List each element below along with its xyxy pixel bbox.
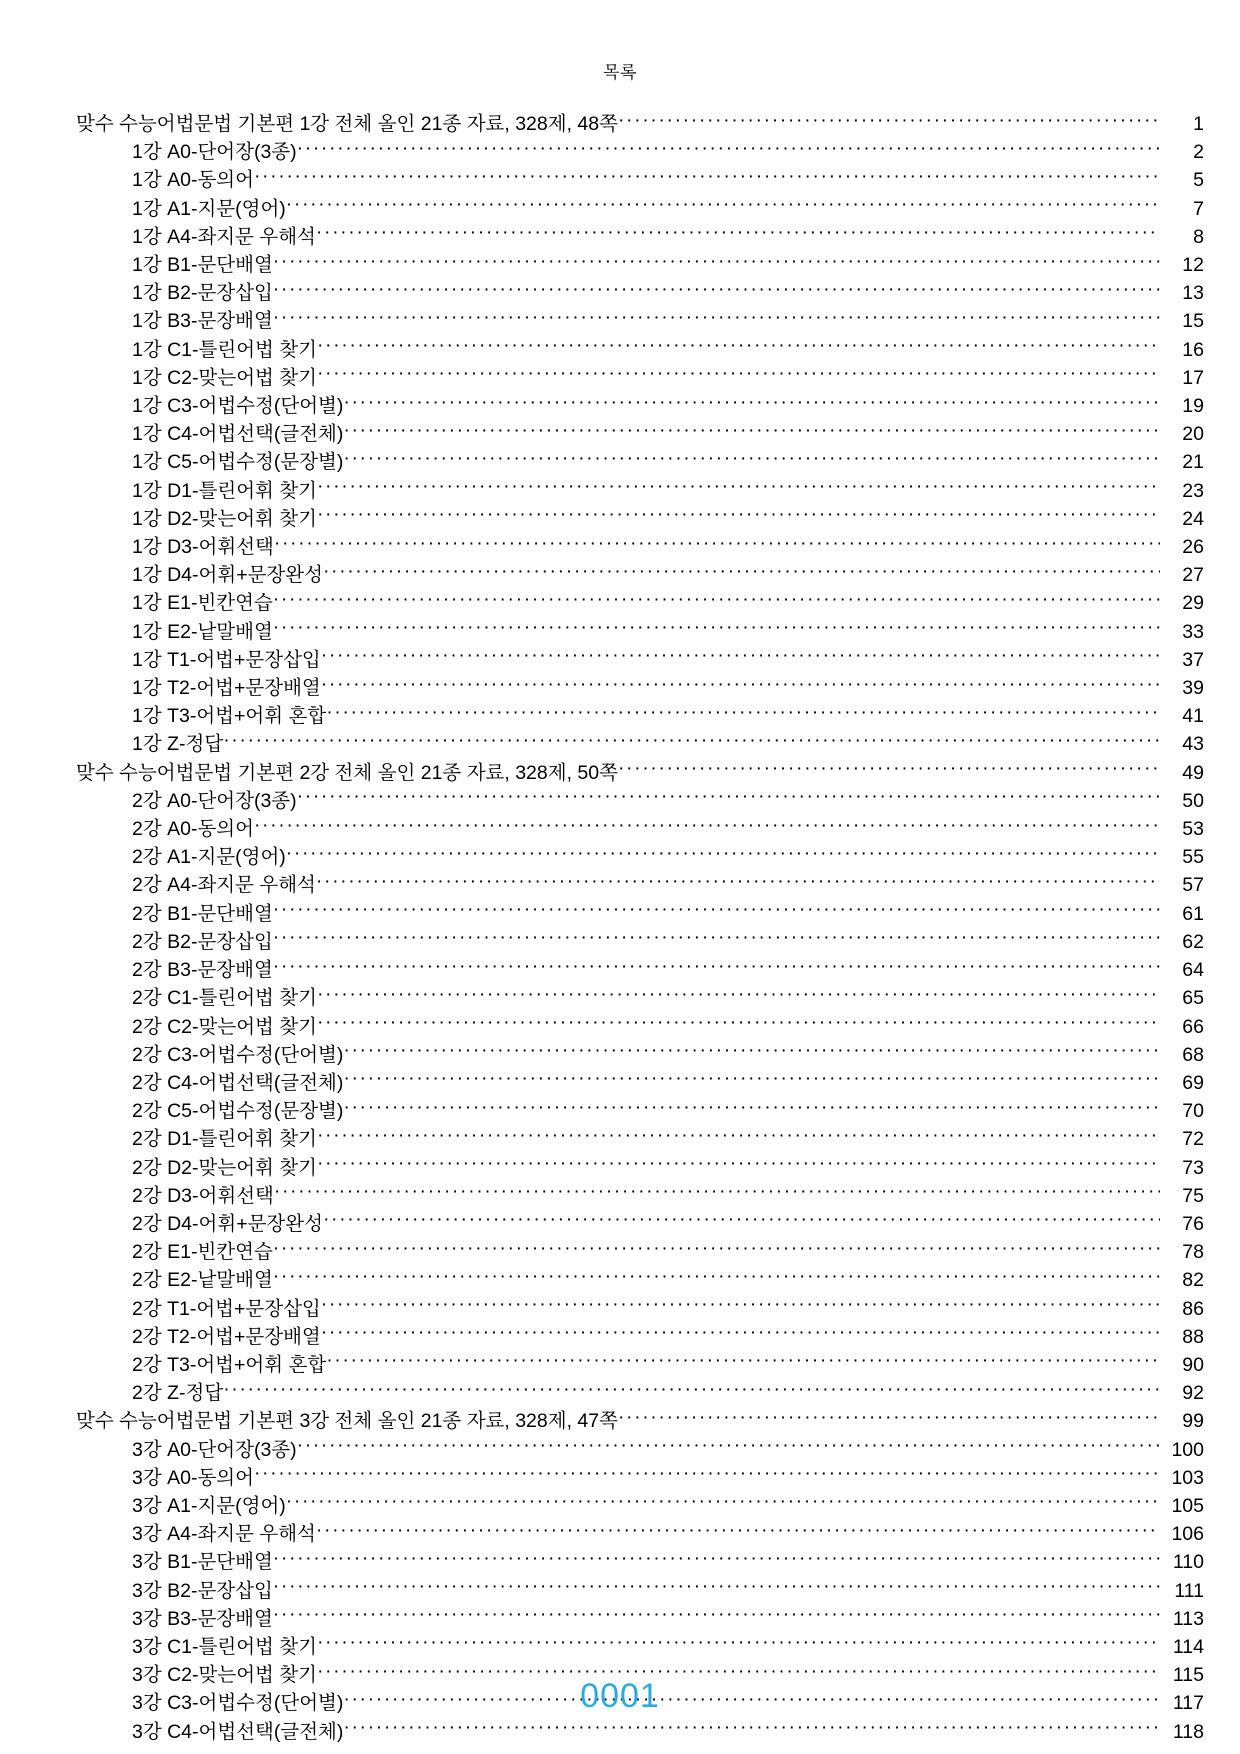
toc-leader-dots (317, 1633, 1160, 1653)
toc-entry-page-number: 106 (1171, 1523, 1204, 1546)
toc-entry-row[interactable] (76, 928, 1204, 956)
toc-entry-row[interactable] (76, 477, 1204, 505)
toc-entry-label: 1강 T3-어법+어휘 혼합 (132, 705, 327, 728)
toc-entry-page-number: 61 (1182, 902, 1204, 925)
toc-leader-dots (273, 1605, 1160, 1625)
toc-entry-row[interactable] (76, 984, 1204, 1012)
toc-entry-page-number: 7 (1193, 197, 1204, 220)
toc-entry-page-number: 115 (1172, 1664, 1204, 1687)
toc-entry-page-number: 68 (1182, 1043, 1204, 1066)
toc-entry-label: 2강 T2-어법+문장배열 (132, 1325, 321, 1348)
toc-entry-label: 1강 A4-좌지문 우해석 (132, 225, 316, 248)
toc-entry-row[interactable] (76, 1605, 1204, 1633)
toc-leader-dots (316, 1521, 1160, 1541)
toc-entry-label: 1강 A0-단어장(3종) (132, 141, 297, 164)
toc-entry-row[interactable] (76, 787, 1204, 815)
toc-entry-label: 3강 A4-좌지문 우해석 (132, 1523, 316, 1546)
toc-leader-dots (273, 308, 1160, 328)
toc-entry-row[interactable] (76, 1069, 1204, 1097)
toc-entry-row[interactable] (76, 702, 1204, 730)
toc-leader-dots (343, 421, 1160, 441)
toc-entry-page-number: 64 (1182, 959, 1204, 982)
toc-entry-page-number: 39 (1182, 677, 1204, 700)
toc-entry-label: 2강 C1-틀린어법 찾기 (132, 987, 317, 1010)
toc-entry-row[interactable] (76, 1379, 1204, 1407)
toc-leader-dots (297, 787, 1160, 807)
toc-entry-page-number: 57 (1182, 874, 1204, 897)
toc-leader-dots (321, 1323, 1160, 1343)
toc-entry-row[interactable] (76, 251, 1204, 279)
toc-entry-page-number: 72 (1182, 1128, 1204, 1151)
toc-entry-label: 2강 E2-낱말배열 (132, 1269, 273, 1292)
toc-entry-page-number: 88 (1182, 1325, 1204, 1348)
toc-entry-row[interactable] (76, 392, 1204, 420)
toc-entry-label: 2강 A1-지문(영어) (132, 846, 286, 869)
toc-chapter-row[interactable] (76, 110, 1204, 138)
toc-leader-dots (223, 731, 1160, 751)
toc-entry-page-number: 5 (1193, 169, 1204, 192)
toc-entry-row[interactable] (76, 279, 1204, 307)
toc-leader-dots (297, 1436, 1160, 1456)
toc-entry-row[interactable] (76, 223, 1204, 251)
page-title: 목록 (603, 63, 637, 82)
toc-entry-label: 1강 D4-어휘+문장완성 (132, 564, 323, 587)
toc-entry-page-number: 111 (1174, 1579, 1204, 1602)
toc-leader-dots (343, 1098, 1160, 1118)
toc-leader-dots (343, 1718, 1160, 1738)
toc-entry-page-number: 78 (1182, 1241, 1204, 1264)
toc-entry-page-number: 19 (1182, 395, 1204, 418)
toc-entry-label: 2강 C2-맞는어법 찾기 (132, 1015, 317, 1038)
toc-leader-dots (326, 703, 1160, 723)
toc-entry-page-number: 29 (1182, 592, 1204, 615)
toc-entry-label: 맞수 수능어법문법 기본편 2강 전체 올인 21종 자료, 328제, 50쪽 (76, 761, 618, 784)
toc-entry-label: 2강 E1-빈칸연습 (132, 1241, 273, 1264)
toc-leader-dots (273, 1239, 1160, 1259)
toc-entry-label: 2강 C3-어법수정(단어별) (132, 1043, 344, 1066)
toc-entry-label: 2강 B1-문단배열 (132, 902, 273, 925)
toc-leader-dots (317, 985, 1160, 1005)
toc-leader-dots (286, 844, 1160, 864)
toc-entry-row[interactable] (76, 505, 1204, 533)
toc-entry-row[interactable] (76, 336, 1204, 364)
toc-entry-page-number: 105 (1171, 1494, 1204, 1517)
toc-entry-row[interactable] (76, 1520, 1204, 1548)
toc-leader-dots (223, 1380, 1160, 1400)
toc-entry-row[interactable] (76, 674, 1204, 702)
toc-leader-dots (273, 618, 1160, 638)
toc-entry-label: 1강 E2-낱말배열 (132, 620, 273, 643)
toc-entry-page-number: 92 (1182, 1382, 1204, 1405)
toc-entry-label: 1강 D2-맞는어휘 찾기 (132, 507, 317, 530)
toc-entry-row[interactable] (76, 138, 1204, 166)
toc-entry-label: 1강 C5-어법수정(문장별) (132, 451, 344, 474)
toc-entry-label: 1강 T2-어법+문장배열 (132, 677, 321, 700)
toc-entry-row[interactable] (76, 1718, 1204, 1746)
toc-chapter-row[interactable] (76, 759, 1204, 787)
toc-entry-label: 1강 C4-어법선택(글전체) (132, 423, 344, 446)
toc-entry-page-number: 100 (1171, 1438, 1204, 1461)
toc-entry-page-number: 103 (1171, 1466, 1204, 1489)
toc-entry-label: 1강 B2-문장삽입 (132, 282, 273, 305)
toc-entry-page-number: 33 (1182, 620, 1204, 643)
toc-entry-label: 1강 A0-동의어 (132, 169, 254, 192)
toc-leader-dots (323, 1210, 1160, 1230)
toc-entry-page-number: 1 (1193, 113, 1204, 135)
toc-entry-label: 3강 C3-어법수정(단어별) (132, 1692, 344, 1715)
toc-leader-dots (317, 364, 1160, 384)
toc-entry-label: 3강 A0-동의어 (132, 1466, 254, 1489)
toc-entry-label: 3강 B1-문단배열 (132, 1551, 273, 1574)
toc-entry-page-number: 13 (1182, 282, 1204, 305)
toc-entry-row[interactable] (76, 1295, 1204, 1323)
toc-leader-dots (343, 1069, 1160, 1089)
toc-entry-page-number: 99 (1182, 1410, 1204, 1433)
toc-entry-page-number: 23 (1182, 479, 1204, 502)
toc-entry-row[interactable] (76, 1464, 1204, 1492)
toc-entry-page-number: 20 (1182, 423, 1204, 446)
toc-entry-label: 1강 E1-빈칸연습 (132, 592, 273, 615)
toc-entry-label: 2강 Z-정답 (132, 1382, 224, 1405)
toc-entry-label: 1강 C3-어법수정(단어별) (132, 395, 344, 418)
toc-entry-page-number: 17 (1182, 366, 1204, 389)
toc-entry-label: 1강 C1-틀린어법 찾기 (132, 338, 317, 361)
toc-entry-row[interactable] (76, 1154, 1204, 1182)
toc-entry-label: 2강 D1-틀린어휘 찾기 (132, 1128, 317, 1151)
toc-leader-dots (317, 336, 1160, 356)
toc-entry-row[interactable] (76, 1323, 1204, 1351)
toc-leader-dots (273, 1267, 1160, 1287)
toc-entry-label: 2강 A0-단어장(3종) (132, 789, 297, 812)
toc-chapter-row[interactable] (76, 1407, 1204, 1435)
toc-entry-label: 1강 C2-맞는어법 찾기 (132, 366, 317, 389)
toc-entry-page-number: 24 (1182, 507, 1204, 530)
toc-entry-page-number: 65 (1182, 987, 1204, 1010)
toc-entry-row[interactable] (76, 1125, 1204, 1153)
toc-entry-page-number: 73 (1182, 1156, 1204, 1179)
toc-entry-row[interactable] (76, 1238, 1204, 1266)
toc-entry-page-number: 43 (1182, 733, 1204, 756)
toc-entry-row[interactable] (76, 1041, 1204, 1069)
toc-leader-dots (273, 590, 1160, 610)
toc-leader-dots (321, 1295, 1160, 1315)
toc-entry-page-number: 50 (1182, 789, 1204, 812)
toc-entry-label: 3강 A0-단어장(3종) (132, 1438, 297, 1461)
toc-entry-label: 2강 B2-문장삽입 (132, 930, 273, 953)
toc-leader-dots (254, 167, 1160, 187)
toc-entry-label: 2강 C4-어법선택(글전체) (132, 1071, 344, 1094)
toc-entry-label: 2강 B3-문장배열 (132, 959, 273, 982)
toc-entry-page-number: 66 (1182, 1015, 1204, 1038)
toc-entry-row[interactable] (76, 533, 1204, 561)
toc-entry-label: 1강 B3-문장배열 (132, 310, 273, 333)
toc-leader-dots (343, 449, 1160, 469)
toc-leader-dots (321, 646, 1160, 666)
toc-entry-row[interactable] (76, 730, 1204, 758)
toc-entry-page-number: 117 (1172, 1692, 1204, 1715)
toc-entry-label: 2강 T3-어법+어휘 혼합 (132, 1353, 327, 1376)
toc-leader-dots (317, 477, 1160, 497)
toc-entry-row[interactable] (76, 420, 1204, 448)
toc-entry-row[interactable] (76, 956, 1204, 984)
toc-entry-row[interactable] (76, 1182, 1204, 1210)
toc-entry-page-number: 55 (1182, 846, 1204, 869)
toc-leader-dots (618, 1408, 1160, 1428)
toc-entry-page-number: 114 (1172, 1635, 1204, 1658)
toc-entry-page-number: 82 (1182, 1269, 1204, 1292)
toc-entry-page-number: 76 (1182, 1212, 1204, 1235)
toc-entry-row[interactable] (76, 1013, 1204, 1041)
toc-entry-page-number: 41 (1182, 705, 1204, 728)
toc-entry-page-number: 70 (1182, 1100, 1204, 1123)
toc-leader-dots (274, 1182, 1160, 1202)
toc-entry-page-number: 37 (1182, 648, 1204, 671)
toc-entry-page-number: 27 (1182, 564, 1204, 587)
toc-entry-row[interactable] (76, 815, 1204, 843)
toc-entry-label: 3강 C2-맞는어법 찾기 (132, 1664, 317, 1687)
toc-entry-row[interactable] (76, 307, 1204, 335)
toc-entry-label: 2강 D4-어휘+문장완성 (132, 1212, 323, 1235)
toc-entry-row[interactable] (76, 589, 1204, 617)
toc-entry-label: 2강 A4-좌지문 우해석 (132, 874, 316, 897)
toc-leader-dots (273, 252, 1160, 272)
toc-entry-label: 1강 B1-문단배열 (132, 254, 273, 277)
toc-entry-row[interactable] (76, 900, 1204, 928)
toc-entry-label: 3강 C1-틀린어법 찾기 (132, 1635, 317, 1658)
toc-entry-row[interactable] (76, 843, 1204, 871)
toc-entry-row[interactable] (76, 871, 1204, 899)
toc-leader-dots (297, 139, 1160, 159)
toc-leader-dots (254, 816, 1160, 836)
toc-entry-label: 맞수 수능어법문법 기본편 1강 전체 올인 21종 자료, 328제, 48쪽 (76, 113, 618, 135)
toc-entry-row[interactable] (76, 195, 1204, 223)
toc-leader-dots (343, 1041, 1160, 1061)
toc-entry-page-number: 53 (1182, 818, 1204, 841)
toc-entry-label: 1강 A1-지문(영어) (132, 197, 286, 220)
toc-entry-page-number: 2 (1193, 141, 1204, 164)
toc-leader-dots (274, 534, 1160, 554)
toc-leader-dots (343, 393, 1160, 413)
toc-entry-page-number: 62 (1182, 930, 1204, 953)
toc-entry-page-number: 49 (1182, 761, 1204, 784)
toc-entry-label: 1강 D3-어휘선택 (132, 536, 274, 559)
toc-entry-row[interactable] (76, 364, 1204, 392)
toc-entry-page-number: 69 (1182, 1071, 1204, 1094)
toc-entry-page-number: 26 (1182, 536, 1204, 559)
toc-entry-row[interactable] (76, 646, 1204, 674)
toc-entry-label: 2강 A0-동의어 (132, 818, 254, 841)
toc-leader-dots (286, 195, 1160, 215)
toc-entry-page-number: 113 (1172, 1607, 1204, 1630)
toc-leader-dots (326, 1351, 1160, 1371)
toc-entry-row[interactable] (76, 618, 1204, 646)
toc-entry-label: 1강 T1-어법+문장삽입 (132, 648, 321, 671)
toc-entry-page-number: 90 (1182, 1353, 1204, 1376)
toc-entry-row[interactable] (76, 448, 1204, 476)
toc-entry-label: 3강 B2-문장삽입 (132, 1579, 273, 1602)
toc-entry-label: 맞수 수능어법문법 기본편 3강 전체 올인 21종 자료, 328제, 47쪽 (76, 1410, 618, 1433)
toc-leader-dots (323, 562, 1160, 582)
toc-entry-label: 3강 C4-어법선택(글전체) (132, 1720, 344, 1743)
toc-entry-row[interactable] (76, 1548, 1204, 1576)
toc-entry-page-number: 75 (1182, 1184, 1204, 1207)
toc-entry-page-number: 21 (1182, 451, 1204, 474)
toc-entry-row[interactable] (76, 1633, 1204, 1661)
toc-leader-dots (254, 1464, 1160, 1484)
toc-leader-dots (321, 675, 1160, 695)
toc-leader-dots (317, 1013, 1160, 1033)
toc-entry-label: 2강 D2-맞는어휘 찾기 (132, 1156, 317, 1179)
table-of-contents (0, 110, 1240, 1746)
toc-leader-dots (618, 111, 1160, 131)
toc-entry-page-number: 15 (1182, 310, 1204, 333)
footer-page-number: 0001 (580, 1677, 660, 1715)
toc-leader-dots (316, 872, 1160, 892)
toc-entry-row[interactable] (76, 166, 1204, 194)
toc-entry-row[interactable] (76, 1436, 1204, 1464)
toc-leader-dots (273, 280, 1160, 300)
toc-leader-dots (286, 1492, 1160, 1512)
toc-entry-label: 3강 A1-지문(영어) (132, 1494, 286, 1517)
toc-leader-dots (273, 957, 1160, 977)
toc-leader-dots (317, 505, 1160, 525)
toc-entry-row[interactable] (76, 1097, 1204, 1125)
toc-entry-row[interactable] (76, 1577, 1204, 1605)
toc-leader-dots (618, 759, 1160, 779)
toc-leader-dots (316, 223, 1160, 243)
toc-entry-label: 2강 C5-어법수정(문장별) (132, 1100, 344, 1123)
toc-entry-label: 1강 D1-틀린어휘 찾기 (132, 479, 317, 502)
toc-leader-dots (317, 1126, 1160, 1146)
toc-entry-row[interactable] (76, 1210, 1204, 1238)
toc-entry-label: 2강 D3-어휘선택 (132, 1184, 274, 1207)
toc-leader-dots (273, 900, 1160, 920)
toc-entry-label: 3강 B3-문장배열 (132, 1607, 273, 1630)
toc-entry-row[interactable] (76, 561, 1204, 589)
toc-entry-label: 1강 Z-정답 (132, 733, 224, 756)
toc-entry-row[interactable] (76, 1492, 1204, 1520)
toc-leader-dots (273, 1577, 1160, 1597)
toc-leader-dots (273, 928, 1160, 948)
toc-entry-page-number: 110 (1172, 1551, 1204, 1574)
toc-entry-page-number: 86 (1182, 1297, 1204, 1320)
toc-entry-row[interactable] (76, 1351, 1204, 1379)
toc-leader-dots (273, 1549, 1160, 1569)
toc-leader-dots (317, 1154, 1160, 1174)
toc-entry-label: 2강 T1-어법+문장삽입 (132, 1297, 321, 1320)
toc-entry-row[interactable] (76, 1266, 1204, 1294)
toc-entry-page-number: 8 (1193, 225, 1204, 248)
toc-entry-page-number: 16 (1182, 338, 1204, 361)
toc-entry-page-number: 12 (1182, 254, 1204, 277)
toc-entry-page-number: 118 (1172, 1720, 1204, 1743)
